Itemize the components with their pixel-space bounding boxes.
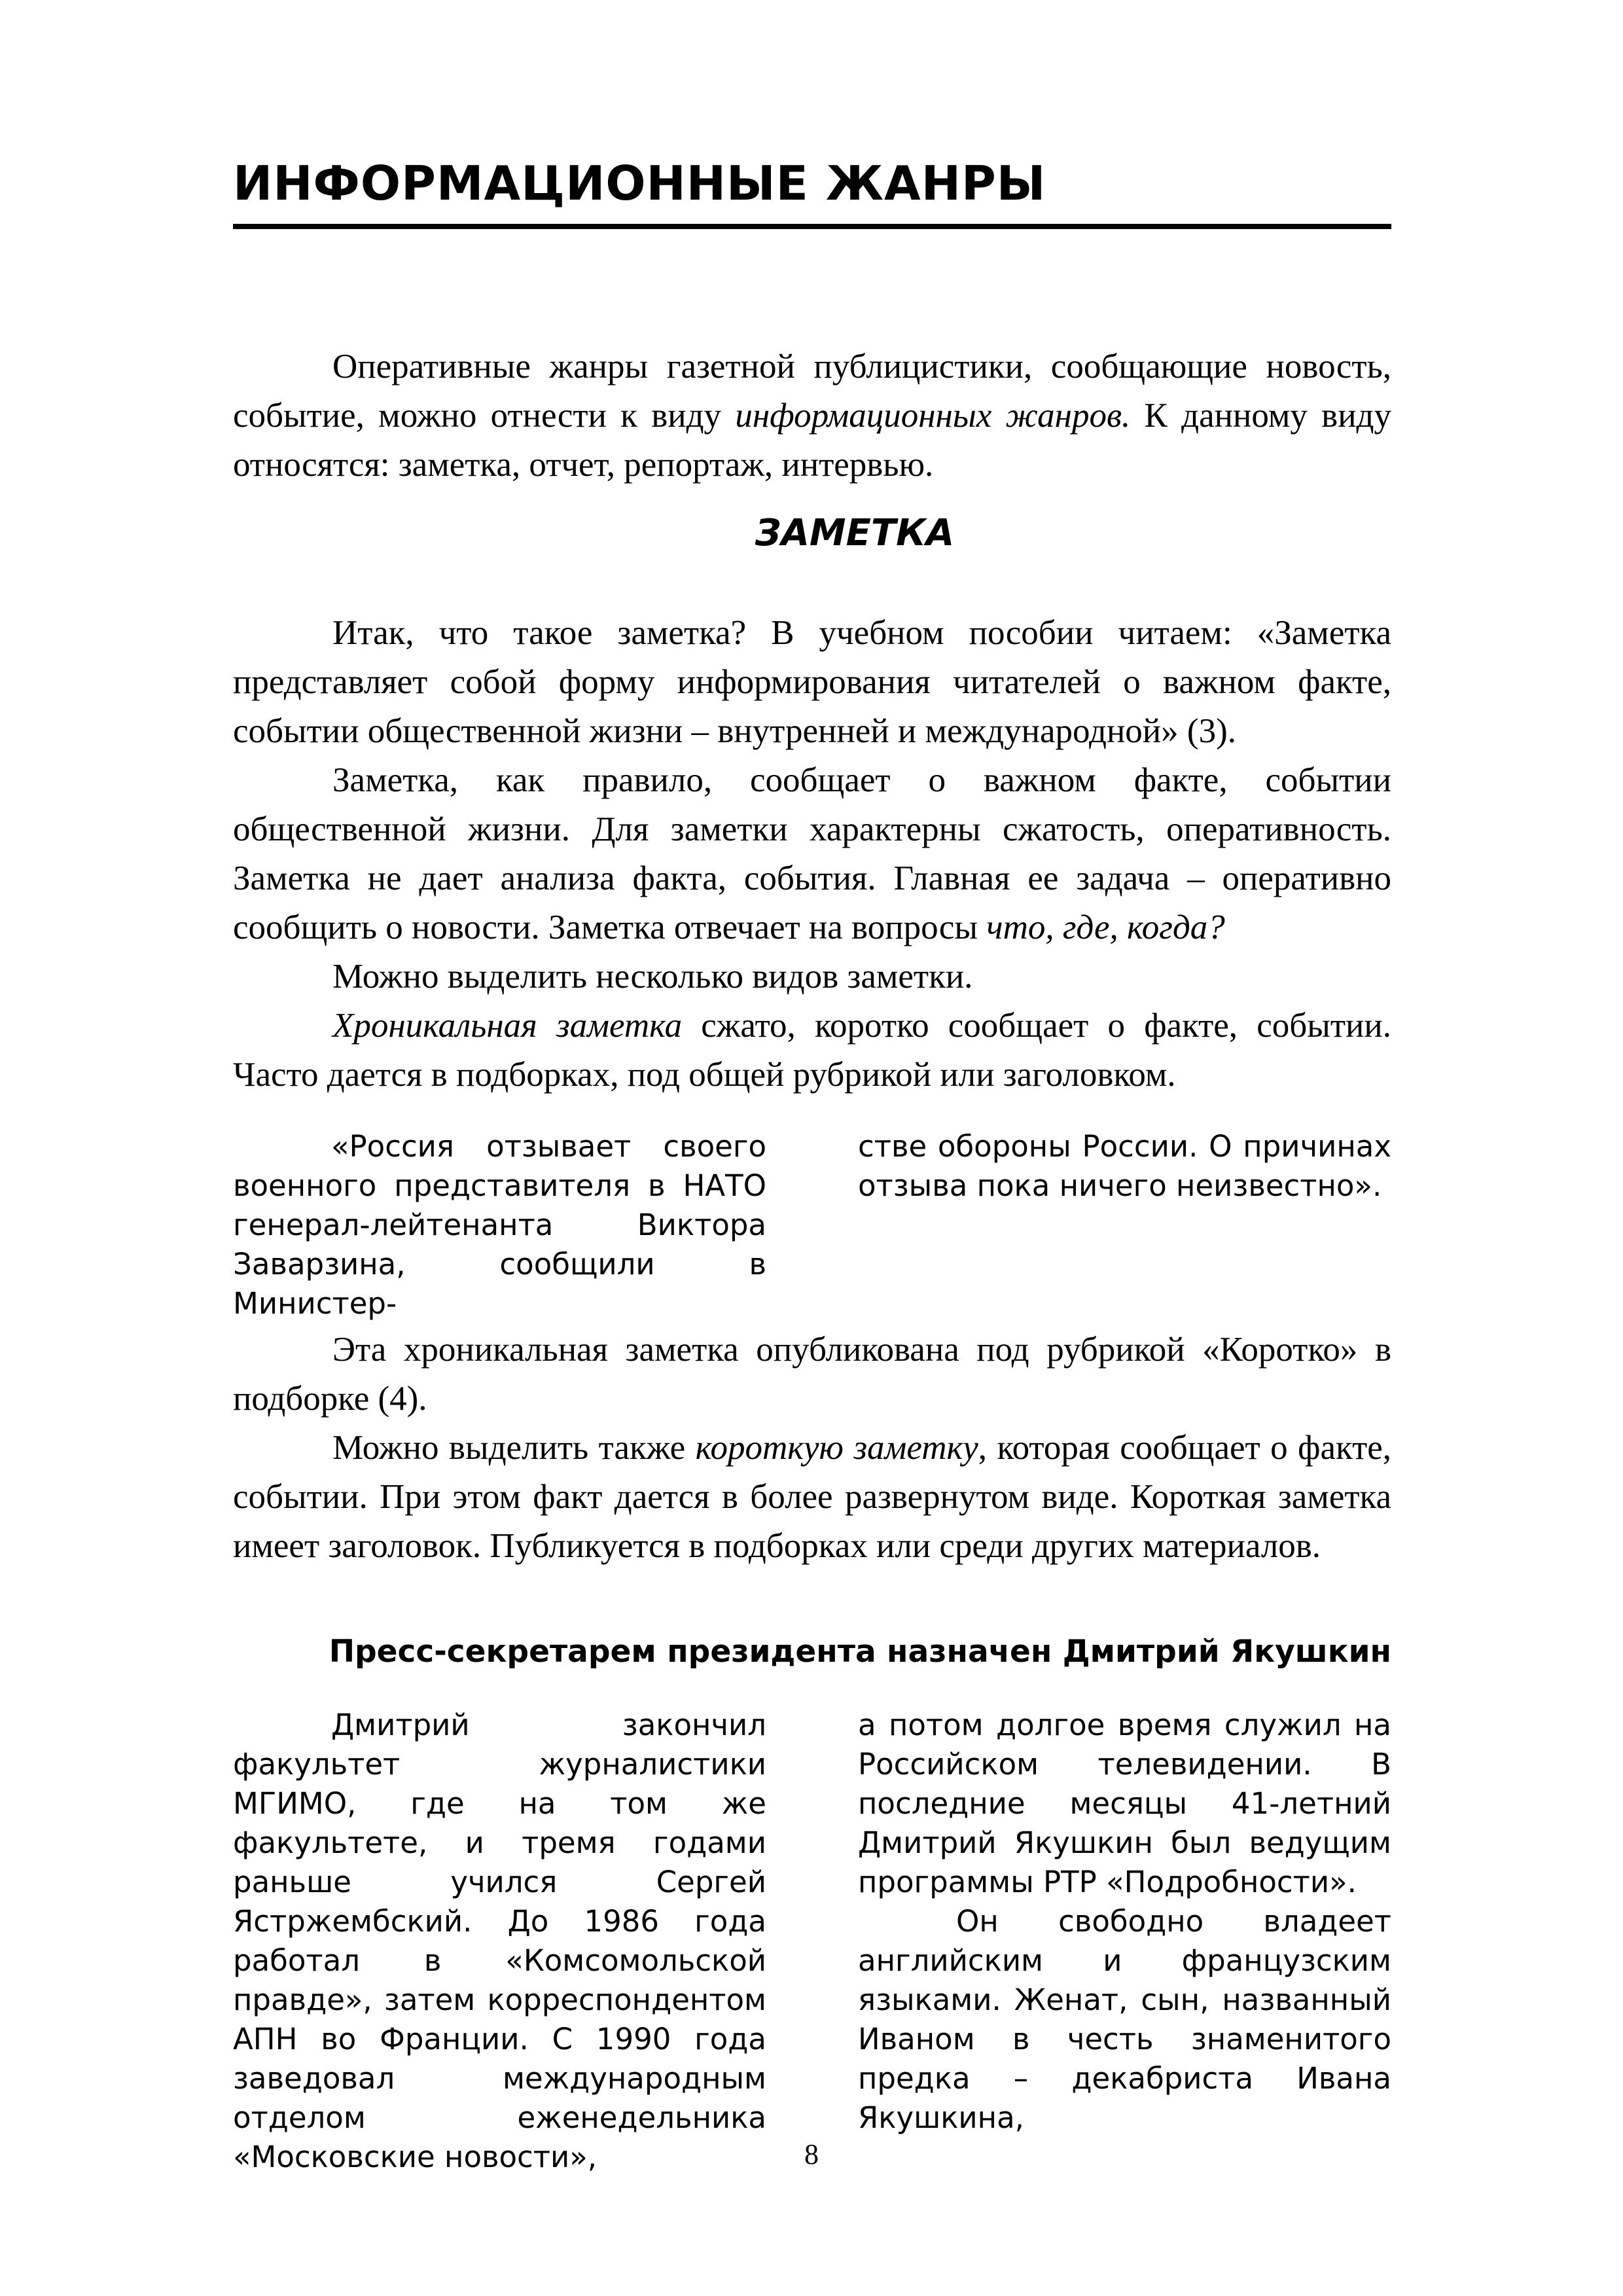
page-number: 8 <box>804 2138 819 2170</box>
quote1-right-column <box>858 1127 1391 1206</box>
quote2-left-text: Дмитрий закончил факультет журналистики МГИМО, где на том же факультете, и тремя годами раньше учился Сергей Ястржембский. До 1986 года работал в «Комсомольской правде», затем корреспондентом АПН во Франции. С 1990 года заведовал международным отделом еженедельника «Московские новости», <box>233 1708 766 2174</box>
chronicle-term: Хроникальная заметка <box>332 1007 683 1045</box>
heading-underline <box>233 224 1391 229</box>
quote2-right-column <box>858 1706 1391 2138</box>
main-text-block <box>233 609 1391 1100</box>
questions-emphasis: что, где, когда? <box>986 908 1225 946</box>
intro-paragraph <box>233 342 1391 490</box>
intro-emphasis: информационных жанров. <box>735 397 1131 435</box>
quote2-right-text-2: Он свободно владеет английским и французским языками. Женат, сын, названный Иваном в честь знаменитого предка – декабриста Ивана Якушкина, <box>858 1904 1391 2135</box>
quote2-right-text-1: а потом долгое время служил на Российском телевидении. В последние месяцы 41-летний Дмитрий Якушкин был ведущим программы РТР «Подробности». <box>858 1708 1391 1899</box>
quote1-left-column <box>233 1127 766 1323</box>
page-heading: ИНФОРМАЦИОННЫЕ ЖАНРЫ <box>233 156 1046 211</box>
section-title: ЗАМЕТКА <box>755 512 955 554</box>
quote2-left-column <box>233 1706 766 2177</box>
paragraph-chronicle: Хроникальная заметка сжато, коротко сообщает о факте, событии. Часто дается в подборках, под общей рубрикой или заголовком. <box>233 1007 1391 1094</box>
quote1-right-text: стве обороны России. О причинах отзыва пока ничего неизвестно». <box>858 1129 1391 1203</box>
quote2-title: Пресс-секретарем президента назначен Дмитрий Якушкин <box>329 1634 1391 1670</box>
quote1-left-text: «Россия отзывает своего военного представителя в НАТО генерал-лейтенанта Виктора Заварзина, сообщили в Министер- <box>233 1129 766 1321</box>
intro-text: Оперативные жанры газетной публицистики, сообщающие новость, событие, можно отнести к виду информационных жанров. К данному виду относятся: заметка, отчет, репортаж, интервью. <box>233 348 1392 484</box>
paragraph-types: Можно выделить несколько видов заметки. <box>332 958 973 996</box>
paragraph-short-note: Можно выделить также короткую заметку, которая сообщает о факте, событии. При этом факт дается в более развернутом виде. Короткая заметка имеет заголовок. Публикуется в подборках или среди других материалов. <box>233 1429 1391 1565</box>
paragraph-description: Заметка, как правило, сообщает о важном факте, событии общественной жизни. Для заметки характерны сжатость, оперативность. Заметка не дает анализа факта, события. Главная ее задача – оперативно сообщить о новости. Заметка отвечает на вопросы что, где, когда? <box>233 761 1391 946</box>
short-note-term: короткую заметку <box>695 1429 978 1467</box>
paragraph-rubric: Эта хроникальная заметка опубликована под рубрикой «Коротко» в подборке (4). <box>233 1331 1391 1418</box>
paragraph-definition: Итак, что такое заметка? В учебном пособии читаем: «Заметка представляет собой форму информирования читателей о важном факте, событии общественной жизни – внутренней и международной» (3). <box>233 614 1391 750</box>
followup-text-block <box>233 1325 1391 1571</box>
